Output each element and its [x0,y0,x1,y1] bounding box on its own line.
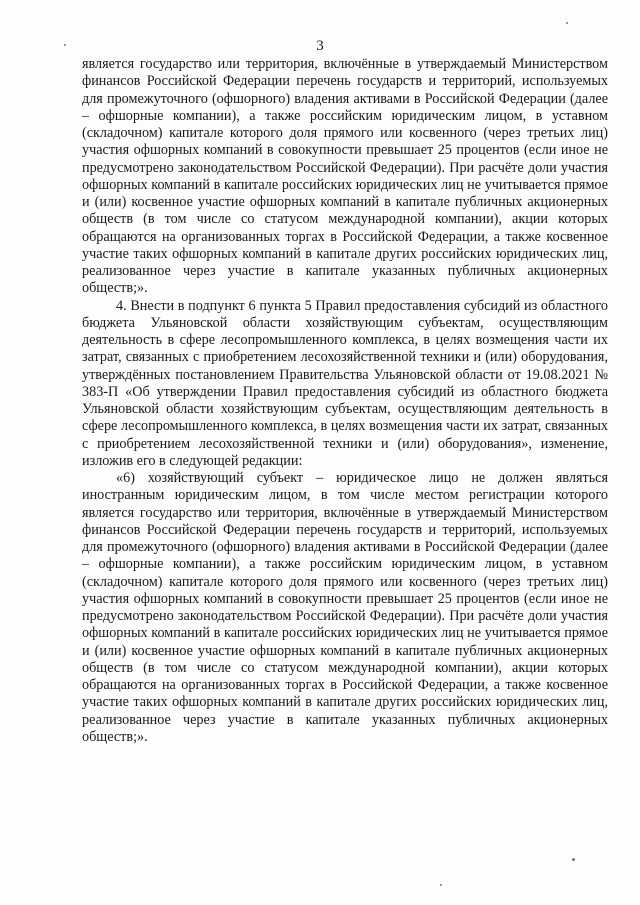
paragraph-item-4: 4. Внести в подпункт 6 пункта 5 Правил предоставления субсидий из областного бюджета Ульяновской области хозяйствующим субъектам, осуществляющим деятельность в сфере лесопромышленного комплекса, в целях возмещения части их затрат, связанных с приобретением лесохозяйственной техники и (или) оборудования, утверждённых постановлением Правительства Ульяновской области от 19.08.2021 № 383-П «Об утверждении Правил предоставления субсидий из областного бюджета Ульяновской области хозяйствующим субъектам, осуществляющим деятельность в сфере лесопромышленного комплекса, в целях возмещения части их затрат, связанных с приобретением лесохозяйственной техники и (или) оборудования», изменение, изложив его в следующей редакции: [82,297,608,469]
scan-speck [64,44,66,46]
paragraph-continuation: является государство или территория, включённые в утверждаемый Министерством финансов Российской Федерации перечень государств и территорий, используемых для промежуточного (офшорного) владения активами в Российской Федерации (далее – офшорные компании), а также российским юридическим лицом, в уставном (складочном) капитале которого доля прямого или косвенного (через третьих лиц) участия офшорных компаний в совокупности превышает 25 процентов (если иное не предусмотрено законодательством Российской Федерации). При расчёте доли участия офшорных компаний в капитале российских юридических лиц не учитывается прямое и (или) косвенное участие офшорных компаний в капитале публичных акционерных обществ (в том числе со статусом международной компании), акции которых обращаются на организованных торгах в Российской Федерации, а также косвенное участие таких офшорных компаний в капитале других российских юридических лиц, реализованное через участие в капитале указанных публичных акционерных обществ;». [82,56,608,297]
scan-speck [440,884,442,886]
scan-speck [566,22,568,24]
document-body [82,56,608,746]
paragraph-new-subitem-6: «6) хозяйствующий субъект – юридическое лицо не должен являться иностранным юридическим лицом, в том числе местом регистрации которого является государство или территория, включённые в утверждаемый Министерством финансов Российской Федерации перечень государств и территорий, используемых для промежуточного (офшорного) владения активами в Российской Федерации (далее – офшорные компании), а также российским юридическим лицом, в уставном (складочном) капитале которого доля прямого или косвенного (через третьих лиц) участия офшорных компаний в совокупности превышает 25 процентов (если иное не предусмотрено законодательством Российской Федерации). При расчёте доли участия офшорных компаний в капитале российских юридических лиц не учитывается прямое и (или) косвенное участие офшорных компаний в капитале публичных акционерных обществ (в том числе со статусом международной компании), акции которых обращаются на организованных торгах в Российской Федерации, а также косвенное участие таких офшорных компаний в капитале других российских юридических лиц, реализованное через участие в капитале указанных публичных акционерных обществ;». [82,470,608,745]
page-number: 3 [316,38,324,54]
scan-speck [572,858,575,861]
